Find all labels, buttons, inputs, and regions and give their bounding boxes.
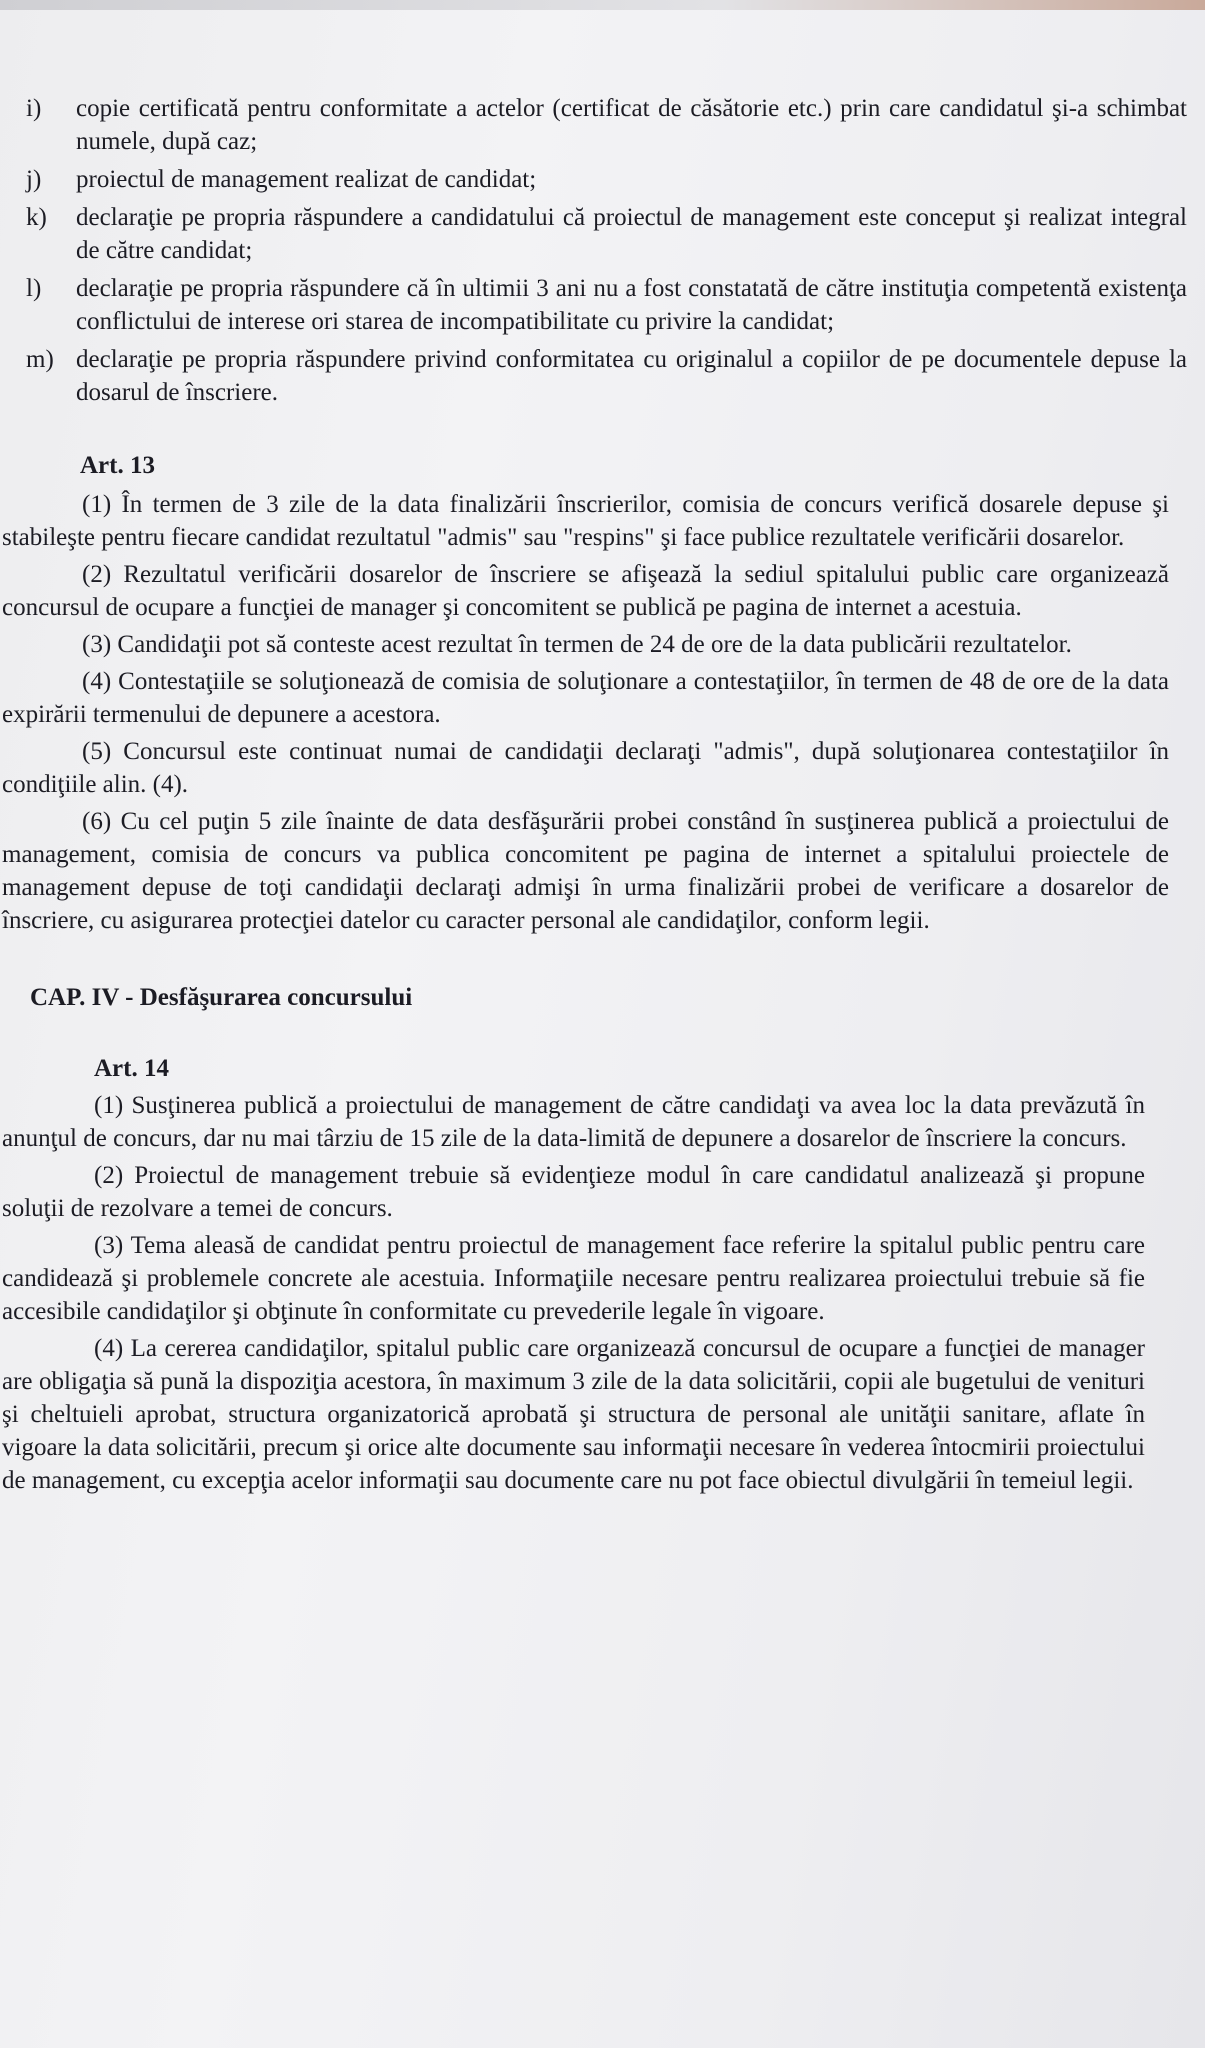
- article-13-paragraph-2: (2) Rezultatul verificării dosarelor de înscriere se afişează la sediul spitalului public care organizează concursul de ocupare a funcţiei de manager şi concomitent se publică pe pagina de internet a acestuia.: [2, 561, 1169, 621]
- list-item-marker: i): [26, 95, 42, 122]
- list-item-text: declaraţie pe propria răspundere a candidatului că proiectul de management este conceput şi realizat integral de către candidat;: [76, 204, 1187, 264]
- list-item-text: proiectul de management realizat de candidat;: [76, 166, 537, 193]
- article-14-paragraph-4: (4) La cererea candidaţilor, spitalul public care organizează concursul de ocupare a funcţiei de manager are obligaţia să pună la dispoziţia acestora, în maximum 3 zile de la data solicitării, copii ale bugetului de venituri şi cheltuieli aprobat, structura organizatorică aprobată şi structura de personal ale unităţii sanitare, aflate în vigoare la data solicitării, precum şi orice alte documente sau informaţii necesare în vederea întocmirii proiectului de management, cu excepţia acelor informaţii sau documente care nu pot face obiectul divulgării în temeiul legii.: [2, 1335, 1145, 1494]
- requirements-list: [0, 92, 1205, 409]
- article-13-paragraph-5: (5) Concursul este continuat numai de candidaţii declaraţi "admis", după soluţionarea contestaţiilor în condiţiile alin. (4).: [2, 738, 1169, 798]
- list-item: [0, 272, 1205, 338]
- list-item: [0, 92, 1205, 158]
- list-item-marker: m): [26, 346, 54, 373]
- article-13-paragraph-3: (3) Candidaţii pot să conteste acest rezultat în termen de 24 de ore de la data publicării rezultatelor.: [82, 631, 1072, 658]
- page-top-edge: [0, 0, 1205, 10]
- article-14-paragraph-1: (1) Susţinerea publică a proiectului de management de către candidaţi va avea loc la data prevăzută în anunţul de concurs, dar nu mai târziu de 15 zile de la data-limită de depunere a dosarelor de înscriere la concurs.: [2, 1092, 1145, 1152]
- article-14-paragraph-2: (2) Proiectul de management trebuie să evidenţieze modul în care candidatul analizează şi propune soluţii de rezolvare a temei de concurs.: [2, 1162, 1145, 1222]
- document-body: [0, 92, 1205, 1501]
- list-item: [0, 163, 1205, 196]
- article-13-paragraph-4: (4) Contestaţiile se soluţionează de comisia de soluţionare a contestaţiilor, în termen de 48 de ore de la data expirării termenului de depunere a acestora.: [2, 668, 1169, 728]
- article-13-paragraph-1: (1) În termen de 3 zile de la data finalizării înscrierilor, comisia de concurs verifică dosarele depuse şi stabileşte pentru fiecare candidat rezultatul "admis" sau "respins" şi face publice rezultatele verificării dosarelor.: [2, 491, 1169, 551]
- article-14-title: Art. 14: [94, 1055, 169, 1082]
- article-13-title: Art. 13: [80, 452, 155, 479]
- list-item-marker: k): [26, 204, 47, 231]
- list-item-marker: j): [26, 166, 42, 193]
- list-item-text: copie certificată pentru conformitate a actelor (certificat de căsătorie etc.) prin care candidatul şi-a schimbat numele, după caz;: [76, 95, 1187, 155]
- list-item-marker: l): [26, 275, 42, 302]
- list-item-text: declaraţie pe propria răspundere privind conformitatea cu originalul a copiilor de pe documentele depuse la dosarul de înscriere.: [76, 346, 1187, 406]
- list-item-text: declaraţie pe propria răspundere că în ultimii 3 ani nu a fost constatată de către instituţia competentă existenţa conflictului de interese ori starea de incompatibilitate cu privire la candidat;: [76, 275, 1187, 335]
- article-14-paragraph-3: (3) Tema aleasă de candidat pentru proiectul de management face referire la spitalul public pentru care candidează şi problemele concrete ale acestuia. Informaţiile necesare pentru realizarea proiectului trebuie să fie accesibile candidaţilor şi obţinute în conformitate cu prevederile legale în vigoare.: [2, 1232, 1145, 1325]
- article-13-paragraph-6: (6) Cu cel puţin 5 zile înainte de data desfăşurării probei constând în susţinerea publică a proiectului de management, comisia de concurs va publica concomitent pe pagina de internet a spitalului proiectele de management depuse de toţi candidaţii declaraţi admişi în urma finalizării probei de verificare a dosarelor de înscriere, cu asigurarea protecţiei datelor cu caracter personal ale candidaţilor, conform legii.: [2, 808, 1169, 934]
- list-item: [0, 201, 1205, 267]
- chapter-title: CAP. IV - Desfăşurarea concursului: [30, 984, 413, 1011]
- list-item: [0, 343, 1205, 409]
